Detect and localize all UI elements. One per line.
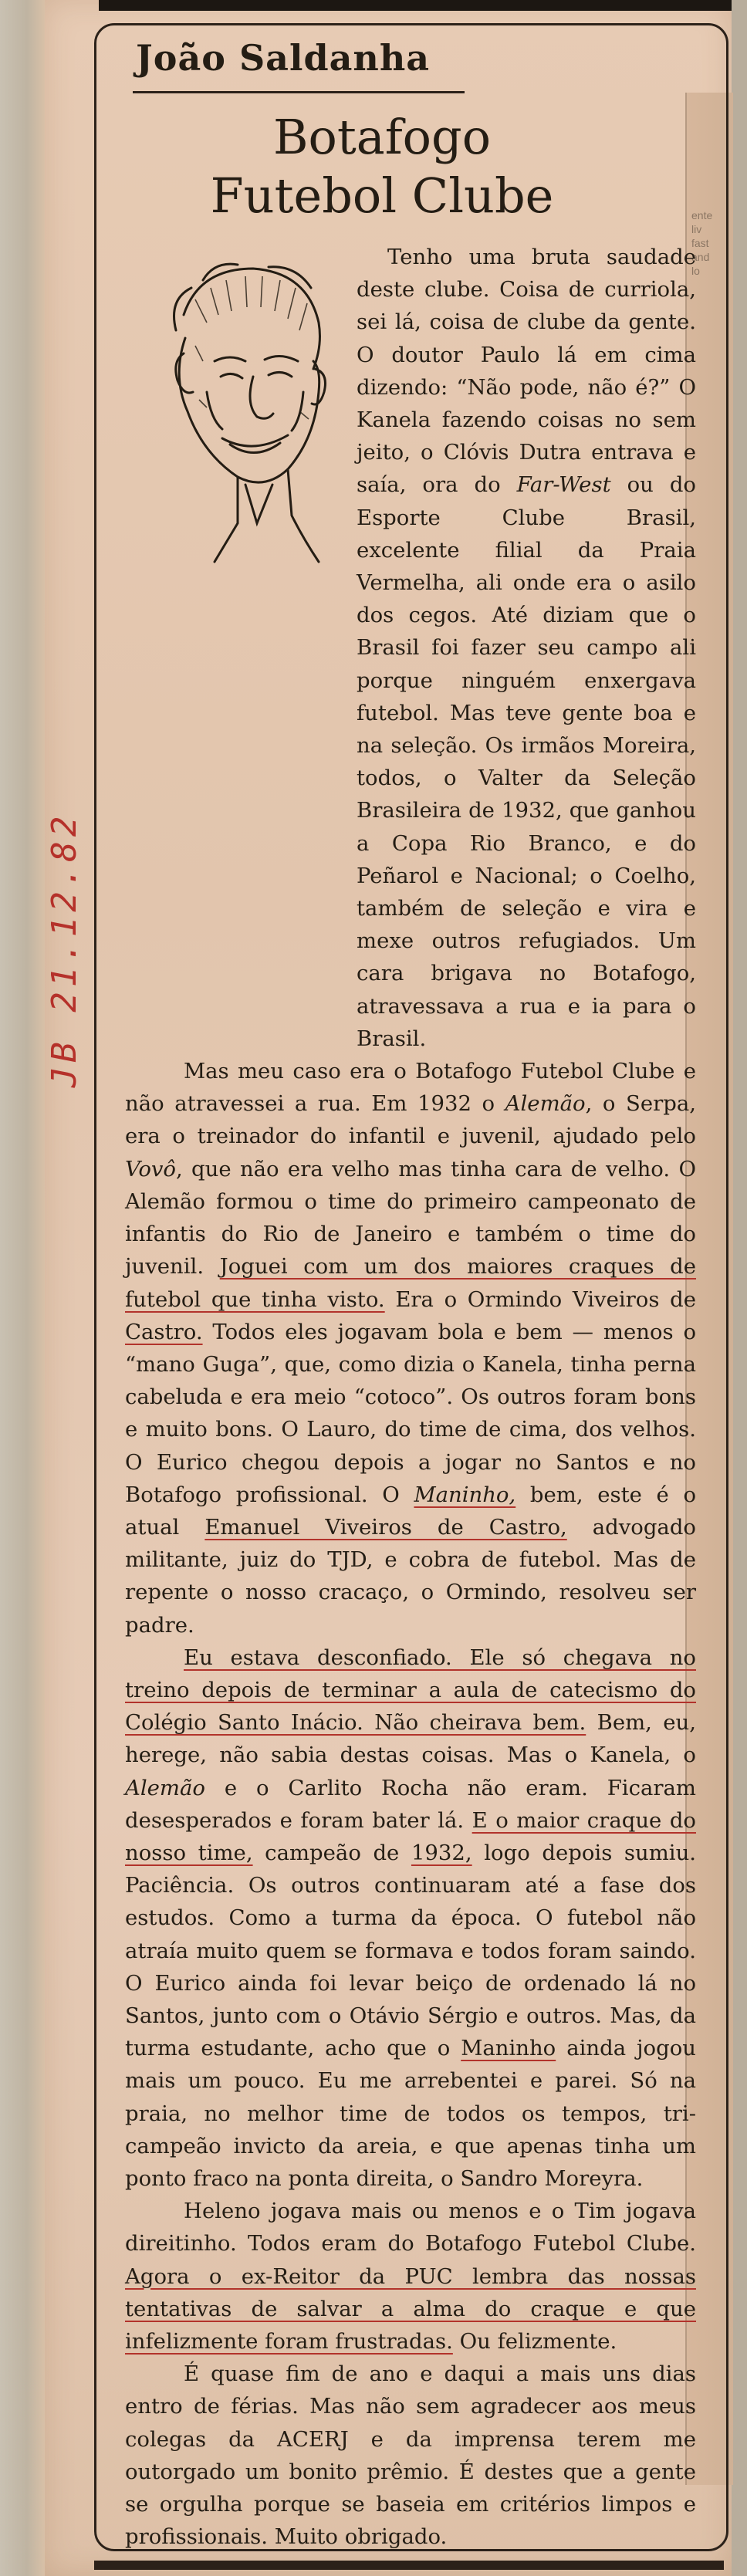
- headline: Botafogo Futebol Clube: [210, 109, 554, 224]
- p2-text-d: Vovô: [125, 1156, 176, 1182]
- p5-text: É quase fim de ano e daqui a mais uns dias entro de férias. Mas não sem agradecer aos meus colegas da ACERJ e da imprensa terem me outorgado um bonito prêmio. É destes que a gente se orgulha porque se baseia em critérios limpos e profissionais. Muito obrigado.: [125, 2361, 696, 2550]
- paragraph-2: [125, 1055, 696, 1641]
- scrap-text: ente liv fast and lo: [691, 209, 713, 277]
- p2-text-g: Era o Ormindo Viveiros de: [395, 1286, 696, 1312]
- p4-underlined-b: Agora o ex-Reitor da PUC lembra das nossas tentativas de salvar a alma do craque e que infelizmente foram frustradas.: [125, 2263, 696, 2354]
- p2-underlined-a: Joguei com um dos maiores craques de futebol que tinha visto.: [125, 1254, 697, 1312]
- p3-text-d: e o Carlito Rocha não eram. Ficaram desesperados e foram bater lá.: [125, 1775, 696, 1833]
- top-border-bar: [99, 0, 732, 11]
- p2-underlined-b: Castro.: [125, 1319, 203, 1344]
- paragraph-3: [125, 1641, 696, 2195]
- p3-underlined-i: Maninho: [461, 2036, 556, 2061]
- p2-underlined-c: Maninho,: [414, 1482, 516, 1507]
- p3-underlined-g: 1932,: [411, 1840, 472, 1865]
- p1-text-b: Far-West: [516, 472, 611, 498]
- p2-text-i: Todos eles jogavam bola e bem — menos o “mano Guga”, que, como dizia o Kanela, tinha perna cabeluda e era meio “cotoco”. Os outros foram bons e muito bons. O Lauro, do time de cima, dos velhos. O Eurico chegou depois a jogar no Santos e no Botafogo profissional. O: [125, 1319, 696, 1507]
- p2-text-e: , que não era velho mas tinha cara de velho. O Alemão formou o time do primeiro campeonato de infantis do Rio de Janeiro e também o time do juvenil.: [125, 1156, 696, 1280]
- byline-rule: [133, 91, 465, 93]
- byline: João Saldanha: [136, 37, 431, 79]
- p2-text-a: Mas meu caso era o Botafogo Futebol Clube e não atravessei a rua. Em 1932 o: [125, 1059, 696, 1117]
- p1-text-a: Tenho uma bruta saudade deste clube. Coisa de curriola, sei lá, coisa de clube da gente. O doutor Paulo lá em cima dizendo: “Não pode, não é?” O Kanela fazendo coisas no sem jeito, o Clóvis Dutra entrava e saía, ora do: [357, 245, 696, 498]
- p3-text-j: ainda jogou mais um pouco. Eu me arrebentei e parei. Só na praia, no melhor time de todos os tempos, tri-campeão invicto da areia, e que apenas tinha um ponto fraco na ponta direita, o Sandro Moreyra.: [125, 2036, 696, 2191]
- p3-text-h: logo depois sumiu. Paciência. Os outros continuaram até a fase dos estudos. Como a turma da época. O futebol não atraía muito quem se formava e todos foram saindo. O Eurico ainda foi levar beiço de ordenado lá no Santos, junto com o Otávio Sérgio e outros. Mas, da turma estudante, acho que o: [125, 1840, 697, 2061]
- p3-underlined-e: E o maior craque do nosso time,: [125, 1807, 696, 1865]
- article-body: [125, 241, 696, 2553]
- p2-underlined-d: Emanuel Viveiros de Castro,: [204, 1514, 567, 1540]
- p2-text-m: advogado militante, juiz do TJD, e cobra de futebol. Mas de repente o nosso cracaço, o Ormindo, resolveu ser padre.: [125, 1514, 696, 1638]
- p2-text-b: Alemão: [505, 1091, 586, 1117]
- paragraph-4: [125, 2195, 696, 2358]
- date-stamp: [26, 811, 103, 1087]
- p3-text-f: campeão de: [265, 1840, 400, 1865]
- p3-text-b: Bem, eu, herege, não sabia destas coisas. Mas o Kanela, o: [125, 1710, 696, 1768]
- p2-text-c: , o Serpa, era o treinador do infantil e juvenil, ajudado pelo: [125, 1091, 696, 1149]
- p3-underlined-a: Eu estava desconfiado. Ele só chegava no treino depois de terminar a aula de catecismo do Colégio Santo Inácio. Não cheirava bem.: [125, 1645, 696, 1736]
- p3-text-c: Alemão: [125, 1775, 205, 1800]
- p2-text-k: bem, este é o atual: [125, 1482, 696, 1540]
- p4-text-a: Heleno jogava mais ou menos e o Tim jogava direitinho. Todos eram do Botafogo Futebol Clube.: [125, 2199, 696, 2257]
- paragraph-5: [125, 2358, 696, 2553]
- p1-text-c: ou do Esporte Clube Brasil, excelente filial da Praia Vermelha, ali onde era o asilo dos cegos. Até diziam que o Brasil foi fazer seu campo ali porque ninguém enxergava futebol. Mas teve gente boa e na seleção. Os irmãos Moreira, todos, o Valter da Seleção Brasileira de 1932, que ganhou a Copa Rio Branco, e do Peñarol e Nacional; o Coelho, também de seleção e vira e mexe outros refugiados. Um cara brigava no Botafogo, atravessava a rua e ia para o Brasil.: [357, 472, 696, 1051]
- date-stamp-text: JB 21.12.82: [45, 811, 85, 1087]
- paragraph-1: [125, 241, 696, 1055]
- bottom-border-bar: [94, 2561, 724, 2570]
- p4-text-c: Ou felizmente.: [459, 2329, 617, 2354]
- scan-background: [0, 0, 45, 2576]
